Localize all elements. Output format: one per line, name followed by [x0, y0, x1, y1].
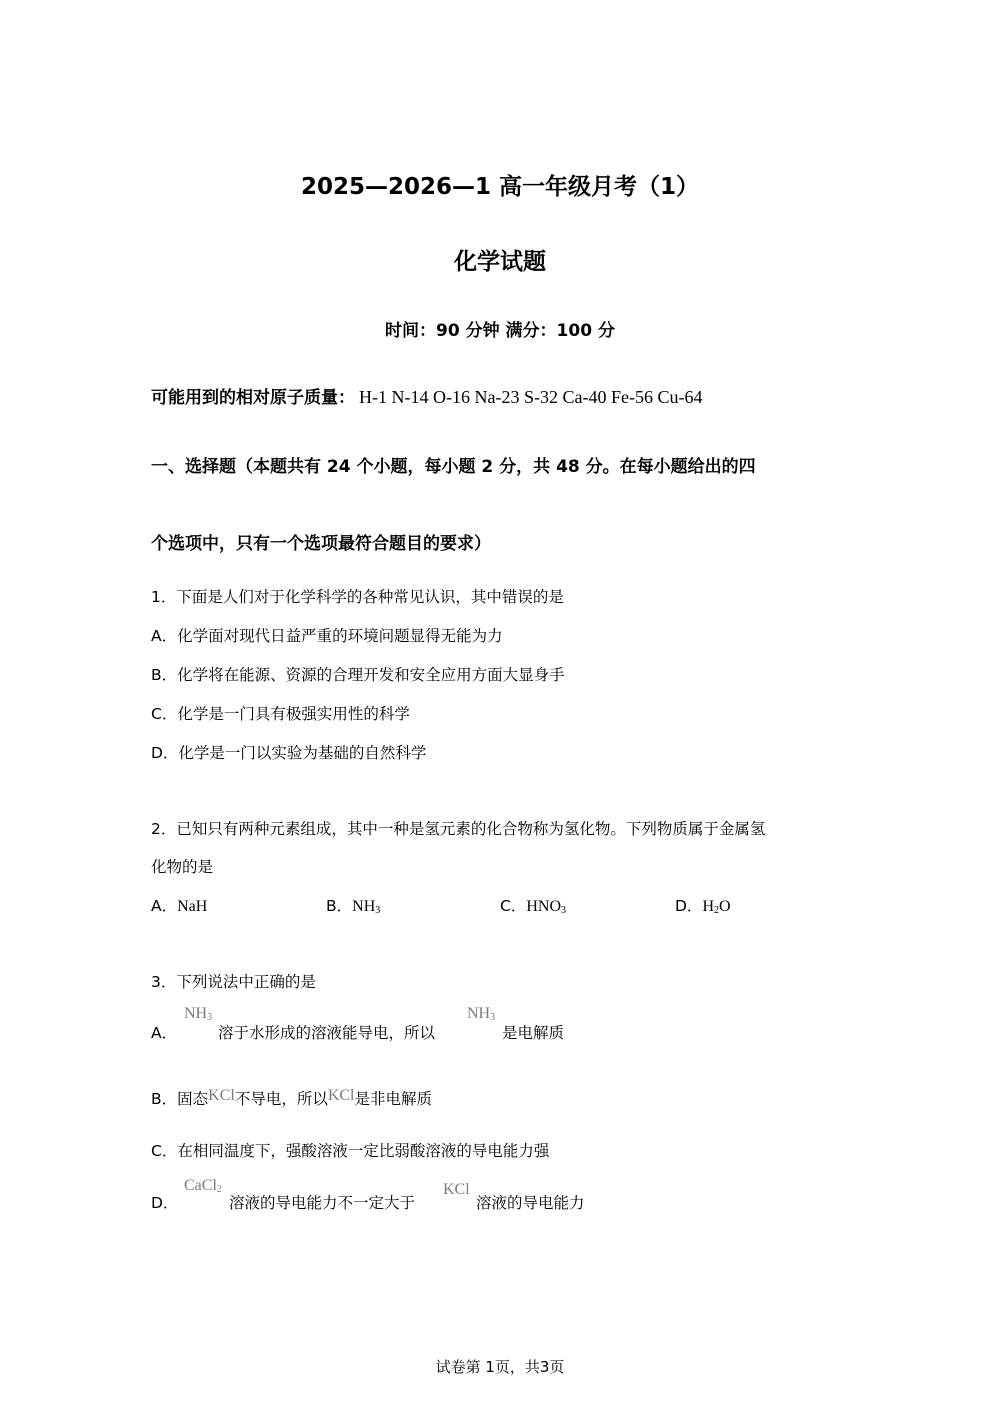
q2-option-b-prefix: B． [326, 897, 353, 915]
q3-option-d-formula-2: KCl [443, 1181, 470, 1198]
q2-option-b-formula: NH [352, 898, 376, 915]
q2-option-d-formula-o: O [719, 898, 731, 915]
q3-option-a-prefix: A． [151, 1024, 178, 1042]
q3-option-a-formula-2 [467, 1005, 495, 1023]
page-footer: 试卷第 1页，共3页 [435, 1358, 565, 1376]
q3-option-b-prefix: B．固态 [151, 1090, 209, 1108]
q3-option-d-text2: 溶液的导电能力 [476, 1194, 585, 1212]
q1-option-d: D．化学是一门以实验为基础的自然科学 [151, 744, 427, 762]
q3-option-a-formula-1 [184, 1005, 212, 1023]
atomic-masses-label: 可能用到的相对原子质量： [151, 388, 355, 408]
q2-option-a [151, 894, 207, 916]
q2-option-d-subscript: 2 [714, 905, 719, 916]
q2-stem-line2: 化物的是 [151, 858, 214, 876]
q3-option-a-formula-1-sub: 3 [207, 1012, 213, 1023]
atomic-masses [151, 383, 702, 408]
q3-option-d-formula-1 [184, 1177, 222, 1195]
q3-option-b-text1: 不导电，所以 [234, 1090, 328, 1108]
q3-option-d-formula-1-sub: 2 [216, 1184, 222, 1195]
q2-option-b-subscript: 3 [375, 905, 381, 916]
atomic-masses-values: H-1 N-14 O-16 Na-23 S-32 Ca-40 Fe-56 Cu-64 [359, 387, 703, 407]
q2-stem-line1: 2．已知只有两种元素组成，其中一种是氢元素的化合物称为氢化物。下列物质属于金属氢 [151, 820, 766, 838]
q3-option-d-text1: 溶液的导电能力不一定大于 [229, 1194, 416, 1212]
q3-option-c: C．在相同温度下，强酸溶液一定比弱酸溶液的导电能力强 [151, 1142, 550, 1160]
q2-option-d [675, 894, 731, 916]
q2-option-b [326, 894, 380, 916]
q3-option-a-formula-2-main: NH [467, 1005, 491, 1022]
q2-option-a-prefix: A． [151, 897, 178, 915]
q3-option-b-text2: 是非电解质 [354, 1090, 433, 1108]
q2-option-c-prefix: C． [500, 897, 527, 915]
q1-stem: 1．下面是人们对于化学科学的各种常见认识，其中错误的是 [151, 588, 564, 606]
q3-option-a-text1: 溶于水形成的溶液能导电，所以 [218, 1024, 436, 1042]
q3-option-a-formula-2-sub: 3 [490, 1012, 496, 1023]
q2-option-c [500, 894, 566, 916]
q3-option-b-formula-1: KCl [208, 1087, 235, 1104]
subject-title: 化学试题 [454, 249, 546, 275]
q3-option-b [151, 1087, 432, 1109]
exam-title: 2025—2026—1 高一年级月考（1） [300, 174, 700, 200]
q2-option-c-subscript: 3 [561, 905, 566, 916]
time-score-info: 时间：90 分钟 满分：100 分 [385, 321, 615, 341]
q2-option-a-formula: NaH [177, 898, 208, 915]
q1-option-a: A．化学面对现代日益严重的环境问题显得无能为力 [151, 627, 503, 645]
q3-option-b-formula-2: KCl [327, 1087, 355, 1104]
section-heading-line2: 个选项中，只有一个选项最符合题目的要求） [151, 534, 491, 554]
q1-option-c: C．化学是一门具有极强实用性的科学 [151, 705, 410, 723]
q2-option-d-prefix: D． [675, 897, 703, 915]
q1-option-b: B．化学将在能源、资源的合理开发和安全应用方面大显身手 [151, 666, 565, 684]
q2-option-c-formula: HNO [526, 898, 561, 915]
q3-option-d-formula-1-main: CaCl [184, 1177, 217, 1194]
q3-option-a-formula-1-main: NH [184, 1005, 208, 1022]
section-heading-line1: 一、选择题（本题共有 24 个小题，每小题 2 分，共 48 分。在每小题给出的四 [151, 457, 756, 477]
q3-option-d-prefix: D． [151, 1194, 179, 1212]
q3-stem: 3．下列说法中正确的是 [151, 973, 316, 991]
q3-option-a-text2: 是电解质 [502, 1024, 565, 1042]
q2-option-d-formula-h: H [702, 898, 714, 915]
